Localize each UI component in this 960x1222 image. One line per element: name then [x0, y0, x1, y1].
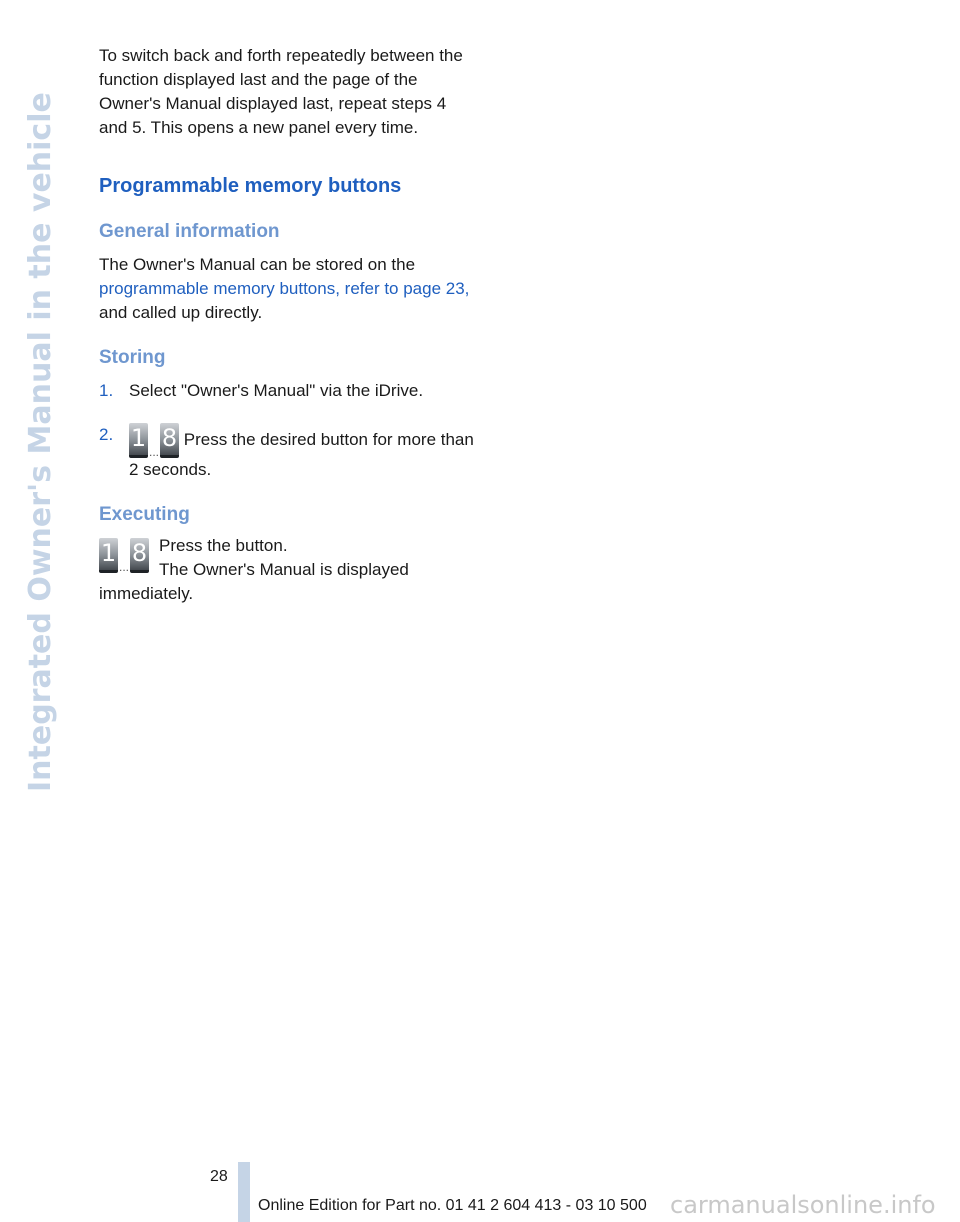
intro-paragraph: To switch back and forth repeatedly between the function displayed last and the page of the Owner's Manual displayed last, repeat steps 4 and 5. This opens a new panel every time.	[99, 46, 463, 137]
step-number: 1.	[99, 381, 114, 400]
executing-line-2: The Owner's Manual is displayed immediately.	[99, 560, 409, 603]
heading-executing: Executing	[99, 504, 190, 525]
memory-button-1-icon: 1	[99, 538, 118, 573]
heading-storing: Storing	[99, 347, 166, 368]
page-23-link[interactable]: programmable memory buttons, refer to page 23,	[99, 279, 470, 298]
heading-general-information: General information	[99, 221, 280, 242]
storing-steps	[99, 379, 474, 482]
executing-section	[99, 534, 474, 606]
executing-line-1: Press the button.	[159, 536, 288, 555]
step-number: 2.	[99, 425, 114, 444]
ellipsis-icon: ...	[149, 445, 160, 459]
general-paragraph	[99, 253, 474, 325]
memory-button-8-icon: 8	[160, 423, 179, 458]
page-content	[99, 44, 474, 606]
side-title: Integrated Owner's Manual in the vehicle	[23, 92, 58, 792]
memory-button-1-icon: 1	[129, 423, 148, 458]
memory-buttons-icon	[99, 538, 149, 573]
watermark: carmanualsonline.info	[670, 1191, 936, 1219]
general-text-before: The Owner's Manual can be stored on the	[99, 255, 416, 274]
step-1	[99, 379, 474, 403]
memory-buttons-icon	[129, 423, 179, 458]
memory-button-8-icon: 8	[130, 538, 149, 573]
step-2	[99, 423, 474, 482]
online-edition-note: Online Edition for Part no. 01 41 2 604 413 - 03 10 500	[258, 1197, 647, 1214]
footer-divider	[238, 1162, 250, 1222]
page-number: 28	[210, 1168, 228, 1185]
step-text: Press the desired button for more than 2 seconds.	[129, 429, 474, 479]
general-text-after: and called up directly.	[99, 303, 263, 322]
ellipsis-icon: ...	[119, 560, 130, 574]
step-text: Select "Owner's Manual" via the iDrive.	[129, 381, 424, 400]
heading-programmable-memory-buttons: Programmable memory buttons	[99, 175, 402, 197]
